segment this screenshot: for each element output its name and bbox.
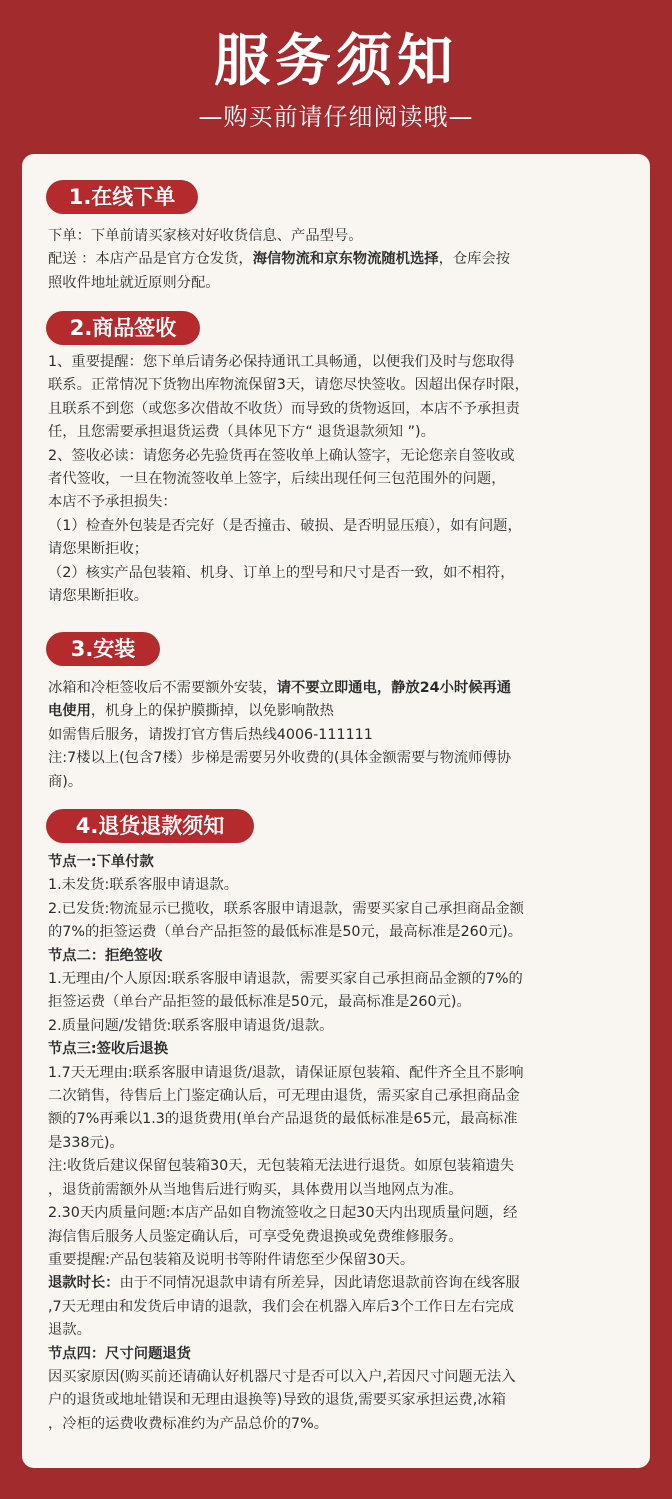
section-3-title: 3.安装 [46,632,160,666]
section-3-body [48,677,638,794]
section-2-body [48,351,638,608]
text-line: 任，且您需要承担退货运费（具体见下方“ 退货退款须知 ”)。 [48,424,435,441]
text-line: 的7%的拒签运费（单台产品拒签的最低标准是50元，最高标准是260元)。 [48,924,523,941]
text-line: 商)。 [48,773,83,790]
text-line: 因买家原因(购买前还请确认好机器尺寸是否可以入户,若因尺寸问题无法入 [48,1368,516,1385]
text-line: 1、重要提醒：您下单后请务必保持通讯工具畅通，以便我们及时与您取得 [48,354,515,370]
text-line: 且联系不到您（或您多次借故不收货）而导致的货物返回，本店不予承担责 [48,400,520,417]
text-line: 重要提醒:产品包装箱及说明书等附件请您至少保留30天。 [48,1251,415,1268]
section-1-body [48,225,638,295]
text-line: 拒签运费（单台产品拒签的最低标准是50元，最高标准是260元)。 [48,994,471,1011]
text-line: 1.未发货:联系客服申请退款。 [48,877,239,894]
text-line: 海信售后服务人员鉴定确认后，可享受免费退换或免费维修服务。 [48,1228,463,1245]
text-line: 2.质量问题/发错货:联系客服申请退货/退款。 [48,1017,334,1034]
text-line: 1.7天无理由:联系客服申请退货/退款，请保证原包装箱、配件齐全且不影响 [48,1064,524,1081]
node-heading: 节点一:下单付款 [48,854,154,870]
text-line: 电使用，机身上的保护膜撕掉，以免影响散热 [48,703,334,720]
text-line: 联系。正常情况下货物出库物流保留3天，请您尽快签收。因超出保存时限， [48,377,529,394]
text-line: 注:收货后建议保留包装箱30天，无包装箱无法进行退货。如原包装箱遗失 [48,1158,515,1175]
text-line: 2、签收必读：请您务必先验货再在签收单上确认签字，无论您亲自签收或 [48,447,515,464]
text-line: 是338元)。 [48,1134,124,1151]
text-line: 户的退货或地址错误和无理由退换等)导致的退货,需要买家承担运费,冰箱 [48,1392,506,1409]
section-2-title: 2.商品签收 [46,311,200,345]
notice-card [22,154,650,1468]
hero-title: 服务须知 [214,29,458,94]
text-line: 二次销售，待售后上门鉴定确认后，可无理由退货，需买家自己承担商品金 [48,1088,520,1105]
text-line: 额的7%再乘以1.3的退货费用(单台产品退货的最低标准是65元，最高标准 [48,1111,518,1128]
order-line: 下单：下单前请买家核对好收货信息、产品型号。 [48,228,363,244]
node-heading: 节点二：拒绝签收 [48,947,163,964]
delivery-line-cont: 照收件地址就近原则分配。 [48,274,220,291]
text-line: （2）核实产品包装箱、机身、订单上的型号和尺寸是否一致，如不相符， [48,564,515,581]
text-line: 退款时长：由于不同情况退款申请有所差异，因此请您退款前咨询在线客服 [48,1275,520,1292]
text-line: 注:7楼以上(包含7楼）步梯是需要另外收费的(具体金额需要与物流师傅协 [48,750,512,767]
node-heading: 节点四：尺寸问题退货 [48,1345,191,1362]
section-4-body [48,851,638,1436]
text-line: 1.无理由/个人原因:联系客服申请退款，需要买家自己承担商品金额的7%的 [48,971,523,988]
text-line: ,7天无理由和发货后申请的退款，我们会在机器入库后3个工作日左右完成 [48,1298,514,1315]
text-line: 请您果断拒收； [48,541,149,558]
text-line: 者代签收，一旦在物流签收单上签字，后续出现任何三包范围外的问题， [48,471,506,488]
text-line: 2.30天内质量问题:本店产品如自物流签收之日起30天内出现质量问题，经 [48,1205,518,1222]
text-line: ，退货前需额外从当地售后进行购买，具体费用以当地网点为准。 [48,1181,463,1198]
text-line: 本店不予承担损失： [48,494,177,511]
hotline-line: 如需售后服务，请拨打官方售后热线4006-111111 [48,726,373,743]
hero-subtitle: —购买前请仔细阅读哦— [198,103,474,131]
delivery-line: 配送 ：本店产品是官方仓发货，海信物流和京东物流随机选择，仓库会按 [48,251,511,268]
text-line: 冰箱和冷柜签收后不需要额外安装，请不要立即通电，静放24小时候再通 [48,680,512,696]
text-line: 请您果断拒收。 [48,588,149,605]
text-line: ，冷柜的运费收费标准约为产品总价的7%。 [48,1415,329,1432]
section-4-title: 4.退货退款须知 [46,809,254,843]
text-line: 2.已发货:物流显示已揽收，联系客服申请退款，需要买家自己承担商品金额 [48,900,524,917]
node-heading: 节点三:签收后退换 [48,1041,169,1058]
text-line: 退款。 [48,1322,91,1339]
text-line: （1）检查外包装是否完好（是否撞击、破损、是否明显压痕），如有问题， [48,517,522,534]
section-1-title: 1.在线下单 [46,180,198,214]
